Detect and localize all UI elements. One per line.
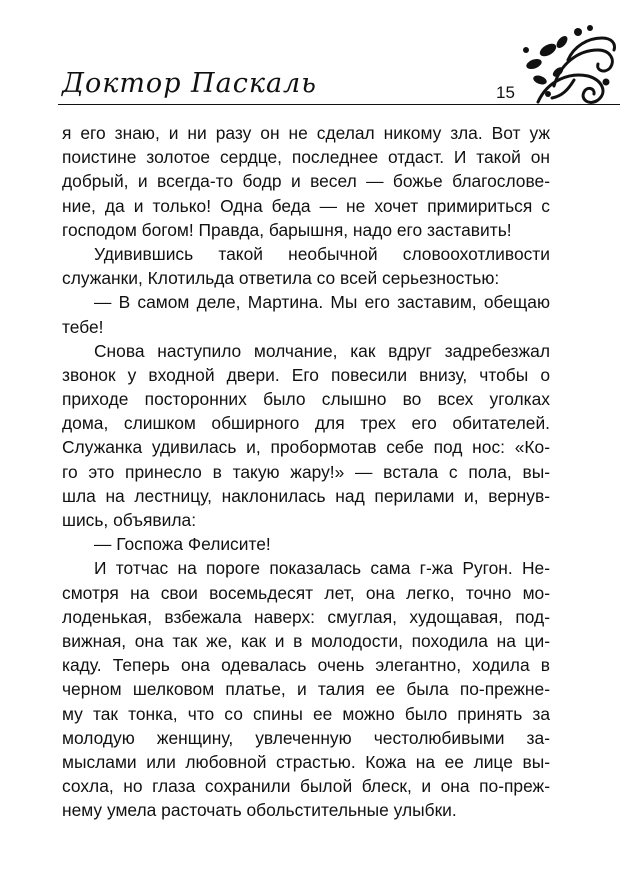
text-line: приходе посторонних было слышно во всех уголках [62,389,550,410]
text-line: Служанка удивилась и, пробормотав себе под нос: «Ко- [62,437,550,458]
text-line: черном шелковом платье, и талия ее была по-прежне- [62,679,550,700]
text-line: нему умела расточать обольстительные улыбки. [62,800,457,821]
text-line: го это принесло в такую жару!» — встала с пола, вы- [62,461,550,482]
text-line: я его знаю, и ни разу он не сделал никому зла. Вот уж [62,123,550,143]
text-line: дома, слишком обширного для трех его обитателей. [62,413,550,434]
text-line: смотря на свои восемьдесят лет, она легко, точно мо- [62,582,550,603]
text-line: ние, да и только! Одна беда — не хочет примириться с [62,195,550,216]
text-line: молодую женщину, увлеченную честолюбивыми за- [62,727,550,748]
text-line: поистине золотое сердце, последнее отдаст. И такой он [62,147,550,168]
text-line: служанки, Клотильда ответила со всей серьезностью: [62,268,500,289]
text-line: каду. Теперь она одевалась очень элегантно, ходила в [62,655,550,676]
text-line: му так тонка, что со спины ее можно было принять за [62,703,550,724]
page-number: 15 [496,83,515,102]
text-line: Удивившись такой необычной словоохотливости [94,243,550,264]
text-line: мыслами или любовной страстью. Кожа на ее лице вы- [62,751,550,772]
text-line: господом богом! Правда, барышня, надо его заставить! [62,219,512,240]
body-text [62,121,550,822]
text-line: — Госпожа Фелисите! [94,534,271,555]
text-line: сохла, но глаза сохранили былой блеск, и она по-преж- [62,776,550,797]
text-line: шись, объявила: [62,510,197,530]
text-line: шла на лестницу, наклонилась над перилами и, вернув- [62,485,550,506]
text-line: вижная, она так же, как и в молодости, походила на ци- [62,630,550,651]
text-line: тебе! [62,316,104,337]
running-title: Доктор Паскаль [62,68,317,99]
text-line: И тотчас на пороге показалась сама г-жа Ругон. Не- [94,558,550,579]
text-line: лоденькая, взбежала наверх: смуглая, худощавая, под- [62,606,550,627]
text-line: добрый, и всегда-то бодр и весел — божье благослове- [62,171,550,192]
text-line: Снова наступило молчание, как вдруг задребезжал [94,340,550,361]
text-line: — В самом деле, Мартина. Мы его заставим, обещаю [94,292,550,313]
swirl-ornament-icon [518,20,620,110]
page-header [0,0,620,110]
text-line: звонок у входной двери. Его повесили внизу, чтобы о [62,364,550,385]
